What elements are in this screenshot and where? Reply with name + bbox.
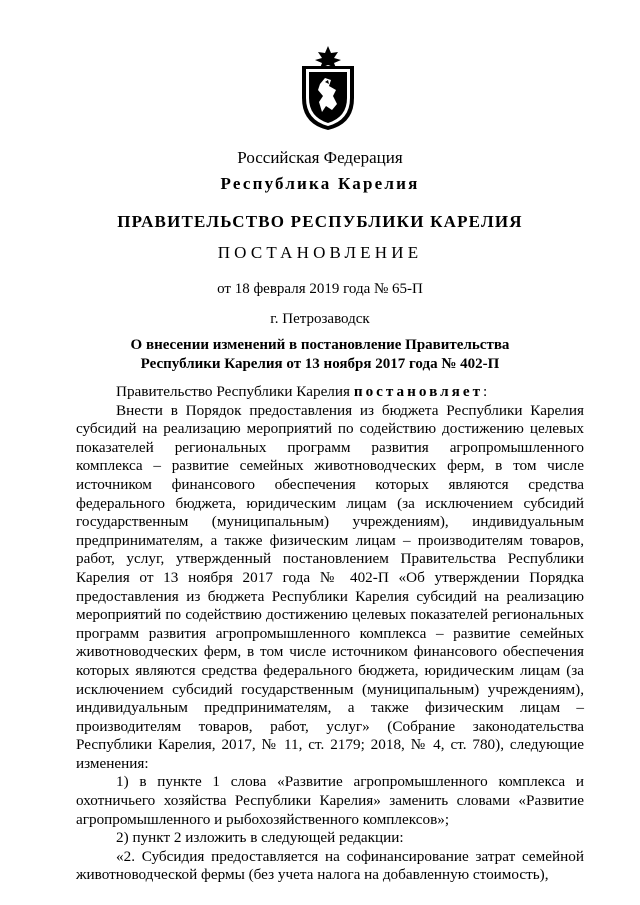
paragraph-4: «2. Субсидия предоставляется на софинансирование затрат семейной животноводческой фермы (без учета налога на добавленную стоимость),: [76, 847, 584, 884]
intro-text: Правительство Республики Карелия: [116, 383, 354, 400]
intro-action: постановляет: [353, 383, 484, 400]
subject-line-2: Республики Карелия от 13 ноября 2017 года № 402-П: [140, 356, 500, 372]
paragraph-1: Внести в Порядок предоставления из бюджета Республики Карелия субсидий на реализацию мероприятий по содействию достижению целевых показателей региональных программ развития агропромышленного комплекса – развитие семейных животноводческих ферм, в том числе источником финансового обеспечения которых являются средства федерального бюджета, юридическим лицам (за исключением субсидий государственным (муниципальным) учреждениям), индивидуальным предпринимателям, а также физическим лицам – производителям товаров, работ, услуг, утвержденный постановлением Правительства Республики Карелия от 13 ноября 2017 года № 402-П «Об утверждении Порядка предоставления из бюджета Республики Карелия субсидий на реализацию мероприятий по содействию достижению целевых показателей региональных программ развития агропромышленного комплекса – развитие семейных животноводческих ферм, в том числе источником финансового обеспечения которых являются средства федерального бюджета, юридическим лицам (за исключением субсидий государственным (муниципальным) учреждениям), индивидуальным предпринимателям, а также физическим лицам – производителям товаров, работ, услуг» (Собрание законодательства Республики Карелия, 2017, № 11, ст. 2179; 2018, № 4, ст. 780), следующие изменения:: [76, 401, 584, 772]
document-date: от 18 февраля 2019 года № 65-П: [217, 281, 423, 297]
intro-end: :: [483, 383, 488, 400]
document-body: [76, 383, 584, 885]
country-name: Российская Федерация: [237, 148, 403, 167]
document-city: г. Петрозаводск: [270, 311, 370, 327]
paragraph-3: 2) пункт 2 изложить в следующей редакции:: [116, 829, 404, 847]
document-subject: [0, 336, 640, 374]
subject-line-1: О внесении изменений в постановление Правительства: [130, 337, 510, 353]
paragraph-2: 1) в пункте 1 слова «Развитие агропромышленного комплекса и охотничьего хозяйства Республики Карелия» заменить словами «Развитие агропромышленного и рыбохозяйственного комплексов»;: [76, 773, 584, 828]
intro-paragraph: [76, 383, 584, 402]
republic-name: Республика Карелия: [220, 174, 420, 193]
government-title: ПРАВИТЕЛЬСТВО РЕСПУБЛИКИ КАРЕЛИЯ: [117, 212, 523, 231]
document-type: ПОСТАНОВЛЕНИЕ: [217, 243, 423, 262]
coat-of-arms-emblem: [298, 44, 358, 132]
